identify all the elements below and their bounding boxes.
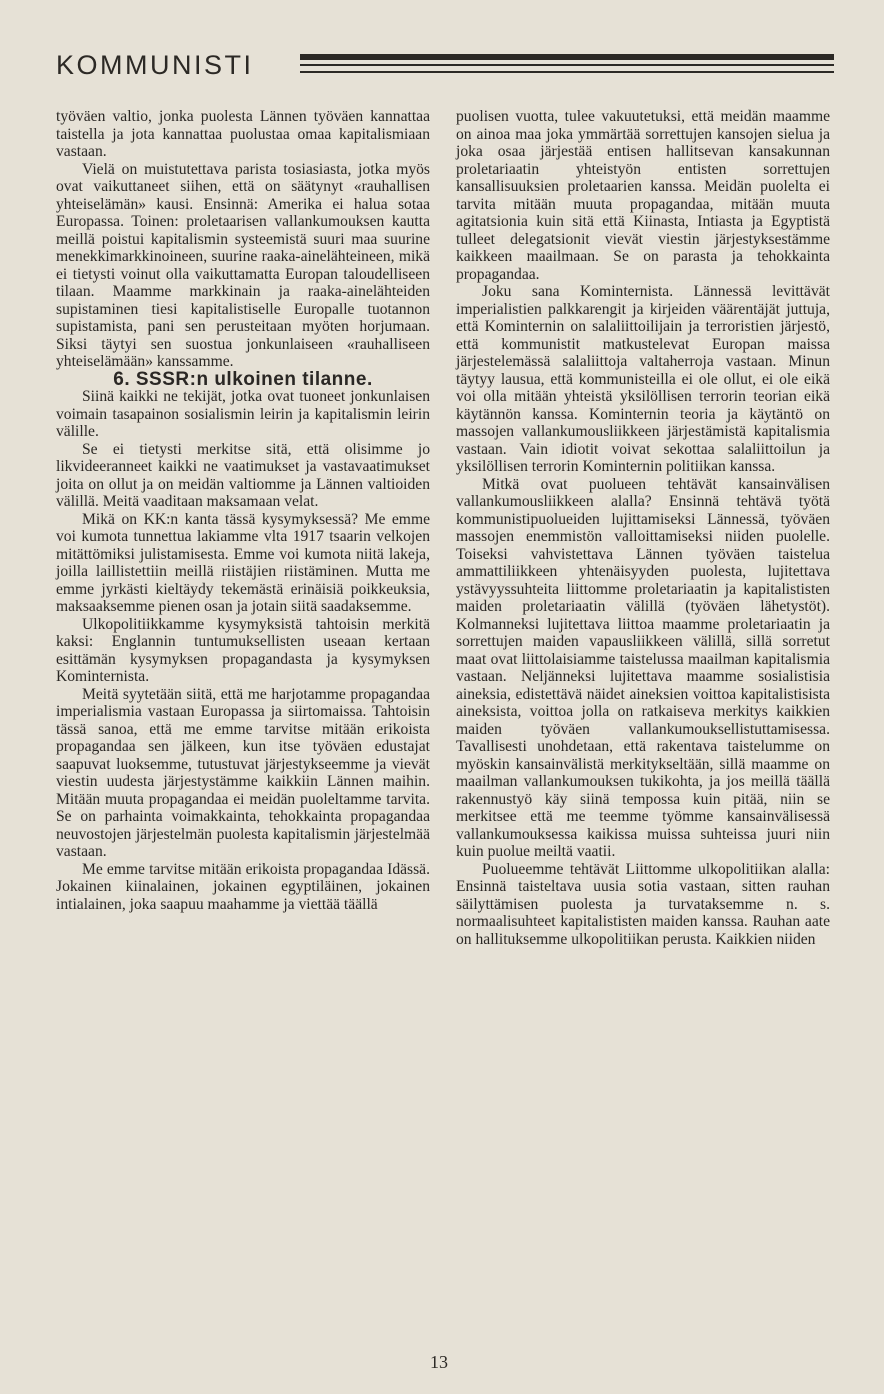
paragraph: Se ei tietysti merkitse sitä, että olisimme jo likvideeranneet kaikki ne vaatimukset ja vastavaatimukset joita on ollut ja on meidän valtiomme ja Lännen valtioiden välillä. Meitä vaaditaan maksamaan velat. [56,440,430,510]
paragraph: Mikä on KK:n kanta tässä kysymyksessä? Me emme voi kumota tunnettua lakiamme vlta 1917 tsaarin velkojen mitättömiksi julistamisesta. Emme voi kumota niitä lakeja, joilla laillistettiin meillä riistäjien riistäminen. Mutta me emme jyrkästi kieltäydy tekemästä erinäisiä poikkeuksia, maksaaksemme pienen osan ja jotain siitä saadaksemme. [56,510,430,615]
paragraph: Puolueemme tehtävät Liittomme ulkopolitiikan alalla: Ensinnä taisteltava uusia sotia vastaan, sitten rauhan säilyttämisen puolesta ja turvataksemme n. s. normaalisuhteet kapitalististen maiden kanssa. Rauhan aate on hallituksemme ulkopolitiikan perusta. Kaikkien niiden [456,860,830,948]
paragraph: Ulkopolitiikkamme kysymyksistä tahtoisin merkitä kaksi: Englannin tuntumuksellisten useaan kertaan esittämän kysymyksen propagandasta ja kysymyksen Kominternista. [56,615,430,685]
right-column [456,108,830,948]
paragraph: Joku sana Kominternista. Lännessä levittävät imperialistien palkkarengit ja kirjeiden väärentäjät juttuja, että Kominternin on salaliittoilijain ja terroristien järjestö, että kommunistit matkustelevat Europan maissa järjestelemässä salaliittoja valtaherroja vastaan. Minun täytyy lausua, että kommunisteilla ei ole ollut, ei ole eikä voi olla mitään yhteistä yksilöllisen terrorin teorian eikä käytännön kanssa. Kominternin teoria ja käytäntö on massojen vallankumousliikkeen järjestämistä kapitalismia vastaan. Vain idiotit voivat sekottaa salaliittoilun ja yksilöllisen terrorin Kominternin politiikan kanssa. [456,283,830,475]
header-rule-thin-lower [300,71,834,73]
section-heading: 6. SSSR:n ulkoinen tilanne. [113,368,373,390]
header-rule-thick [300,54,834,60]
paragraph: puolisen vuotta, tulee vakuutetuksi, että meidän maamme on ainoa maa joka ymmärtää sorrettujen kansojen sielua ja joka osaa järjestää entisen hallitsevan kansakunnan proletariaatin yhteistyön entisten sorrettujen kansallisuuksien proletaarien kanssa. Meidän puolelta ei tarvita mitään muuta propagandaa, mitään muuta agitatsionia kuin sitä että Kiinasta, Intiasta ja Egyptistä tulleet delegatsionit vievät viestin järjestyksestämme kaikkeen maailmaan. Se on parasta ja tehokkainta propagandaa. [456,108,830,283]
paragraph: Siinä kaikki ne tekijät, jotka ovat tuoneet jonkunlaisen voimain tasapainon sosialismin leirin ja kapitalismin leirin välille. [56,388,430,440]
paragraph: Vielä on muistutettava parista tosiasiasta, jotka myös ovat vaikuttaneet siihen, että on säätynyt «rauhallisen yhteiselämän» kausi. Ensinnä: Amerika ei halua sotaa Europassa. Toinen: proletaarisen vallankumouksen kautta meillä poistui kapitalismin systeemistä suuri maa suurine menekkimarkkinoineen, suurine raaka-ainelähteineen, mikä ei tietysti voinut olla vaikuttamatta Europan taloudelliseen tilaan. Maamme markkinain ja raaka-ainelähteiden supistaminen tiesi kapitalistiselle Europalle tuotannon supistamista, pani sen perusteitaan myöten horjumaan. Siksi täytyi sen suostua jonkunlaiseen «rauhalliseen yhteiselämään» kanssamme. [56,160,430,370]
paragraph: Mitkä ovat puolueen tehtävät kansainvälisen vallankumousliikkeen alalla? Ensinnä tehtävä työtä kommunistipuolueiden lujittamiseksi Lännessä, työväen massojen enemmistön valloittamiseksi niiden puolelle. Toiseksi vahvistettava Lännen työväen taistelua ammattiliikkeen yhtenäisyyden puolesta, lujitettava ystävyyssuhteita liittomme proletariaatin ja kapitalististen maiden proletariaatin välillä (työväen lähetystöt). Kolmanneksi lujitettava liittoa maamme proletariaatin ja sorrettujen maiden vapausliikkeen välillä, sillä sorretut maat ovat liittolaisiamme taistelussa maailman kapitalismia vastaan. Neljänneksi lujitettava maamme sosialistisia aineksia, edistettävä näidet aineksien voittoa kapitalistisista aineksista, voittoa jolla on ratkaiseva merkitys kaikkien maiden työväen vallankumouksellistuttamisessa. Tavallisesti unohdetaan, että rakentava taistelumme on myöskin kansainvälistä merkitykseltään, sillä maamme on maailman vallankumouksen tukikohta, ja jos meillä täällä rakennustyö käy siinä tempossa kuin pitää, niin se merkitsee että me teemme työmme kansainvälisessä vallankumouksessa kaikissa muissa suhteissa juuri niin kuin puolue meiltä vaatii. [456,475,830,860]
header-rule-thin [300,64,834,66]
paragraph: Meitä syytetään siitä, että me harjotamme propagandaa imperialismia vastaan Europassa ja siirtomaissa. Tahtoisin tässä sanoa, että me emme tarvitse mitään erikoista propagandaa sen jälkeen, kun itse työväen edustajat saapuvat luoksemme, tutustuvat järjestykseemme ja vievät viestin uudesta järjestystämme kaikkiin Lännen maihin. Mitään muuta propagandaa ei meidän puoleltamme tarvita. Se on parhainta voimakkainta, tehokkainta propagandaa neuvostojen järjestelmän puolesta kapitalismin järjestelmää vastaan. [56,685,430,860]
page-header [56,48,836,88]
page-number: 13 [430,1352,448,1372]
left-column [56,108,430,913]
header-rules [300,52,834,73]
paragraph: työväen valtio, jonka puolesta Lännen työväen kannattaa taistella ja jota kannattaa puolustaa omaa kapitalismiaan vastaan. [56,108,430,160]
paragraph: Me emme tarvitse mitään erikoista propagandaa Idässä. Jokainen kiinalainen, jokainen egyptiläinen, jokainen intialainen, joka saapuu maahamme ja viettää täällä [56,860,430,913]
journal-title: KOMMUNISTI [56,50,254,80]
